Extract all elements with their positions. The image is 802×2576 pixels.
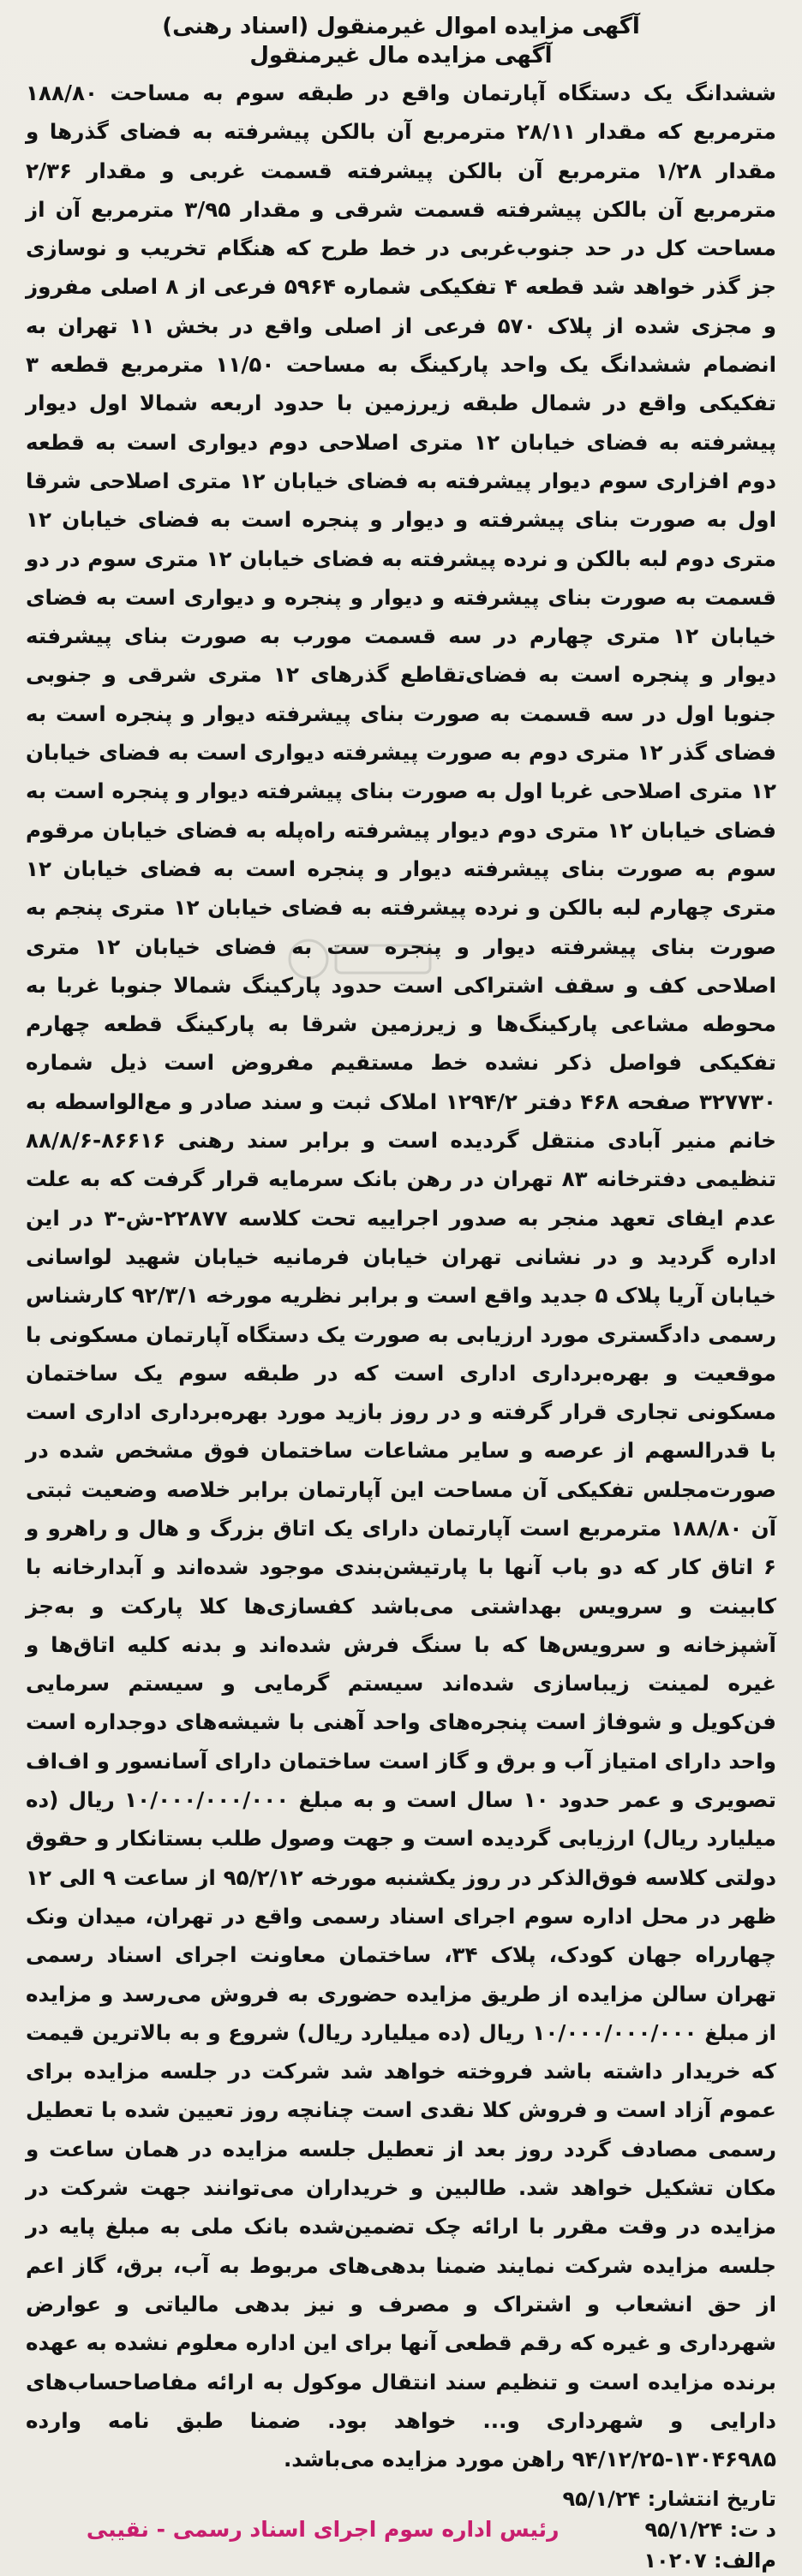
signature: رئیس اداره سوم اجرای اسناد رسمی - نقیبی [86, 2517, 560, 2543]
notice-footer [26, 2484, 776, 2576]
notice-subtitle: آگهی مزایده مال غیرمنقول [249, 43, 553, 69]
maleff-number: م‌الف: ۱۰۲۰۷ [643, 2549, 776, 2573]
notice-title: آگهی مزایده اموال غیرمنقول (اسناد رهنی) [162, 14, 640, 39]
maleff-row [26, 2545, 776, 2576]
dt-date: د ت: ۹۵/۱/۲۴ [644, 2518, 776, 2543]
dt-row [26, 2514, 776, 2545]
publish-date-row [26, 2484, 776, 2514]
notice-body: ششدانگ یک دستگاه آپارتمان واقع در طبقه سوم به مساحت ۱۸۸/۸۰ مترمربع که مقدار ۲۸/۱۱ مترمربع آن بالکن پیشرفته به فضای گذرها و مقدار ۱/۲۸ مترمربع آن بالکن پیشرفته قسمت غربی و مقدار ۲/۳۶ مترمربع آن بالکن پیشرفته قسمت شرقی و مقدار ۳/۹۵ مترمربع آن از مساحت کل در حد جنوب‌غربی در خط طرح که هنگام تخریب و نوسازی جز گذر خواهد شد قطعه ۴ تفکیکی شماره ۵۹۶۴ فرعی از ۸ اصلی مفروز و مجزی شده از پلاک ۵۷۰ فرعی از اصلی واقع در بخش ۱۱ تهران به انضمام ششدانگ یک واحد پارکینگ به مساحت ۱۱/۵۰ مترمربع قطعه ۳ تفکیکی واقع در شمال طبقه زیرزمین با حدود اربعه شمالا اول دیوار پیشرفته به فضای خیابان ۱۲ متری اصلاحی دوم دیواری است به قطعه دوم افزاری سوم دیوار پیشرفته به فضای خیابان ۱۲ متری اصلاحی شرقا اول به صورت بنای پیشرفته و دیوار و پنجره است به فضای خیابان ۱۲ متری دوم لبه بالکن و نرده پیشرفته به فضای خیابان ۱۲ متری سوم در دو قسمت به صورت بنای پیشرفته و دیوار و پنجره و دیواری است به فضای خیابان ۱۲ متری چهارم در سه قسمت مورب به صورت بنای پیشرفته دیوار و پنجره است به فضای‌تقاطع گذرهای ۱۲ متری شرقی و جنوبی جنوبا اول در سه قسمت به صورت بنای پیشرفته دیوار و پنجره است به فضای گذر ۱۲ متری دوم به صورت پیشرفته دیواری است به فضای خیابان ۱۲ متری اصلاحی غربا اول به صورت بنای پیشرفته دیوار و پنجره است به فضای خیابان ۱۲ متری دوم دیوار پیشرفته راه‌پله به فضای خیابان مرقوم سوم به صورت بنای پیشرفته دیوار و پنجره است به فضای خیابان ۱۲ متری چهارم لبه بالکن و نرده پیشرفته به فضای خیابان ۱۲ متری پنجم به صورت بنای پیشرفته دیوار و پنجره ست به فضای خیابان ۱۲ متری اصلاحی کف و سقف اشتراکی است حدود پارکینگ شمالا جنوبا غربا به محوطه مشاعی پارکینگ‌ها و زیرزمین شرقا به پارکینگ قطعه چهارم تفکیکی فواصل ذکر نشده خط مستقیم مفروض است ذیل شماره ۳۲۷۷۳۰ صفحه ۴۶۸ دفتر ۱۲۹۴/۲ املاک ثبت و سند صادر و مع‌الواسطه به خانم منیر آبادی منتقل گردیده است و برابر سند رهنی ۸۶۶۱۶-۸۸/۸/۶ تنظیمی دفترخانه ۸۳ تهران در رهن بانک سرمایه قرار گرفت که به علت عدم ایفای تعهد منجر به صدور اجراییه تحت کلاسه ۲۲۸۷۷-ش-۳ در این اداره گردید و در نشانی تهران خیابان فرمانیه خیابان شهید لواسانی خیابان آریا پلاک ۵ جدید واقع است و برابر نظریه مورخه ۹۲/۳/۱ کارشناس رسمی دادگستری مورد ارزیابی به صورت یک دستگاه آپارتمان مسکونی با موقعیت و بهره‌برداری اداری است که در طبقه سوم یک ساختمان مسکونی تجاری قرار گرفته و در روز بازید مورد بهره‌برداری اداری است با قدرالسهم از عرصه و سایر مشاعات ساختمان فوق مشخص شده در صورت‌مجلس تفکیکی آن مساحت این آپارتمان برابر خلاصه وضعیت ثبتی آن ۱۸۸/۸۰ مترمربع است آپارتمان دارای یک اتاق بزرگ و هال و راهرو و ۶ اتاق کار که دو باب آنها با پارتیشن‌بندی موجود شده‌اند و آبدارخانه با کابینت و سرویس بهداشتی می‌باشد کفسازی‌ها کلا پارکت و به‌جز آشپزخانه و سرویس‌ها که با سنگ فرش شده‌اند و بدنه کلیه اتاق‌ها و غیره لمینت زیباسازی شده‌اند سیستم گرمایی و سیستم سرمایی فن‌کویل و شوفاژ است پنجره‌های واحد آهنی با شیشه‌های دوجداره است واحد دارای امتیاز آب و برق و گاز است ساختمان دارای آسانسور و اف‌اف تصویری و عمر حدود ۱۰ سال است و به مبلغ ۱۰/۰۰۰/۰۰۰/۰۰۰ ریال (ده میلیارد ریال) ارزیابی گردیده است و جهت وصول طلب بستانکار و حقوق دولتی کلاسه فوق‌الذکر در روز یکشنبه مورخه ۹۵/۲/۱۲ از ساعت ۹ الی ۱۲ ظهر در محل اداره سوم اجرای اسناد رسمی واقع در تهران، میدان ونک چهارراه جهان کودک، پلاک ۳۴، ساختمان معاونت اجرای اسناد رسمی تهران سالن مزایده از طریق مزایده حضوری به فروش می‌رسد و مزایده از مبلغ ۱۰/۰۰۰/۰۰۰/۰۰۰ ریال (ده میلیارد ریال) شروع و به بالاترین قیمت که خریدار داشته باشد فروخته خواهد شد شرکت در جلسه مزایده برای عموم آزاد است و فروش کلا نقدی است چنانچه روز تعیین شده با تعطیل رسمی مصادف گردد روز بعد از تعطیل جلسه مزایده در همان ساعت و مکان تشکیل خواهد شد. طالبین و خریداران می‌توانند جهت شرکت در مزایده در وقت مقرر با ارائه چک تضمین‌شده بانک ملی به مبلغ پایه در جلسه مزایده شرکت نمایند ضمنا بدهی‌های مربوط به آب، برق، گاز اعم از حق انشعاب و اشتراک و مصرف و نیز بدهی مالیاتی و عوارض شهرداری و غیره که رقم قطعی آنها برای این اداره معلوم نشده به عهده برنده مزایده است و تنظیم سند انتقال موکول به ارائه مفاصاحساب‌های دارایی و شهرداری و... خواهد بود. ضمنا طبق نامه وارده ۱۳۰۴۶۹۸۵-۹۴/۱۲/۲۵ راهن مورد مزایده می‌باشد. [26, 80, 777, 2472]
publish-date: تاریخ انتشار: ۹۵/۱/۲۴ [562, 2487, 776, 2512]
newspaper-watermark [283, 933, 437, 985]
